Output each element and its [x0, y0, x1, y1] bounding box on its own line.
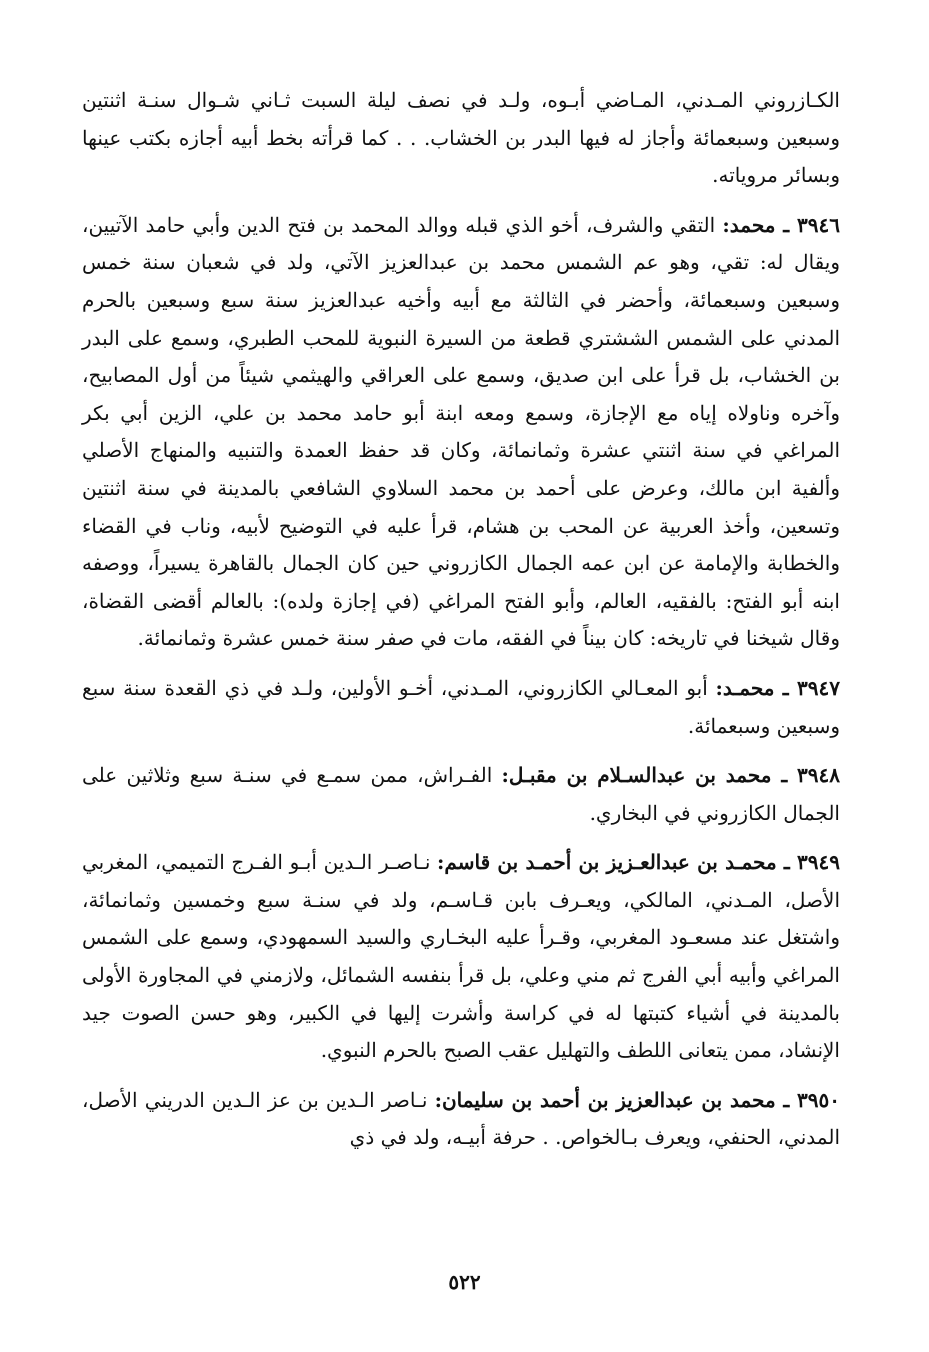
entry-heading: ٣٩٤٧ ـ محمـد:: [715, 675, 840, 700]
paragraph-continuation: [82, 82, 840, 195]
page-number: ٥٢٢: [448, 1270, 481, 1294]
entry-3949: [82, 844, 840, 1070]
entry-heading: ٣٩٤٩ ـ محمـد بن عبدالعـزيز بن أحمـد بن قاسم:: [437, 850, 840, 875]
entry-3946: [82, 207, 840, 658]
entry-heading: ٣٩٤٨ ـ محمد بن عبدالسـلام بن مقبـل:: [501, 763, 840, 788]
entry-3950: [82, 1082, 840, 1157]
entry-text: نـاصر الـدين بن عز الـدين الدريني الأصل، المدني، الحنفي، ويعرف بـالخواص. . حرفة أبيـه، ولد في ذي: [82, 1087, 840, 1150]
entry-text: أبو المعـالي الكازروني، المـدني، أخـو الأولين، ولـد في ذي القعدة سنة سبع وسبعين وسبعمائة.: [82, 675, 840, 738]
entry-heading: ٣٩٤٦ ـ محمد:: [722, 212, 840, 237]
entry-text: الفـراش، ممن سمـع في سنـة سبع وثلاثين على الجمال الكازروني في البخاري.: [82, 763, 840, 825]
document-body: [82, 82, 840, 1169]
paragraph-text: الكـازروني المـدني، المـاضي أبـوه، ولـد في نصف ليلة السبت ثـاني شـوال سنـة اثنتين وسبعين وسبعمائة وأجاز له فيها البدر بن الخشاب. . . كما قرأته بخط أبيه أجازه بكتب عينها وبسائر مروياته.: [82, 88, 840, 188]
entry-text: التقي والشرف، أخو الذي قبله ووالد المحمد بن فتح الدين وأبي حامد الآتيين، ويقال له: تقي، وهو عم الشمس محمد بن عبدالعزيز الآتي، ولد في شعبان سنة خمس وسبعين وسبعمائة، وأحضر في الثالثة مع أبيه وأخيه عبدالعزيز سنة سبع وسبعين بالحرم المدني على الشمس الششتري قطعة من السيرة النبوية للمحب الطبري، وسمع على البدر بن الخشاب، بل قرأ على ابن صديق، وسمع على العراقي والهيثمي شيئاً من أول المصابيح، وآخره وناولاه إياه مع الإجازة، وسمع ومعه ابنة أبو حامد محمد بن علي، الزين أبي بكر المراغي في سنة اثنتي عشرة وثمانمائة، وكان قد حفظ العمدة والتنبيه والمنهاج الأصلي وألفية ابن مالك، وعرض على أحمد بن محمد السلاوي الشافعي بالمدينة في سنة اثنتين وتسعين، وأخذ العربية عن المحب بن هشام، قرأ عليه في التوضيح لأبيه، وناب في القضاء والخطابة والإمامة عن ابن عمه الجمال الكازروني حين كان الجمال بالقاهرة يسيراً، ووصفه ابنه أبو الفتح: بالفقيه، العالم، وأبو الفتح المراغي (في إجازة ولده): بالعالم أقضى القضاة، وقال شيخنا في تاريخه: كان بيناً في الفقه، مات في صفر سنة خمس عشرة وثمانمائة.: [82, 212, 840, 651]
entry-text: نـاصـر الـدين أبـو الفـرج التميمي، المغربي الأصل، المـدني، المالكي، ويعـرف بابن قـاسـم، ولد في سنـة سبع وخمسين وثمانمائة، واشتغل عند مسعـود المغربي، وقـرأ عليه البخـاري والسيد السمهودي، وسمع على الشمس المراغي وأبيه أبي الفرج ثم مني وعلي، بل قرأ بنفسه الشمائل، ولازمني في المجاورة الأولى بالمدينة في أشياء كتبتها له في كراسة وأشرت إليها في الكبير، وهو حسن الصوت جيد الإنشاد، ممن يتعانى اللطف والتهليل عقب الصبح بالحرم النبوي.: [82, 850, 840, 1063]
entry-3947: [82, 670, 840, 745]
entry-heading: ٣٩٥٠ ـ محمد بن عبدالعزيز بن أحمد بن سليمان:: [434, 1087, 840, 1112]
entry-3948: [82, 757, 840, 832]
